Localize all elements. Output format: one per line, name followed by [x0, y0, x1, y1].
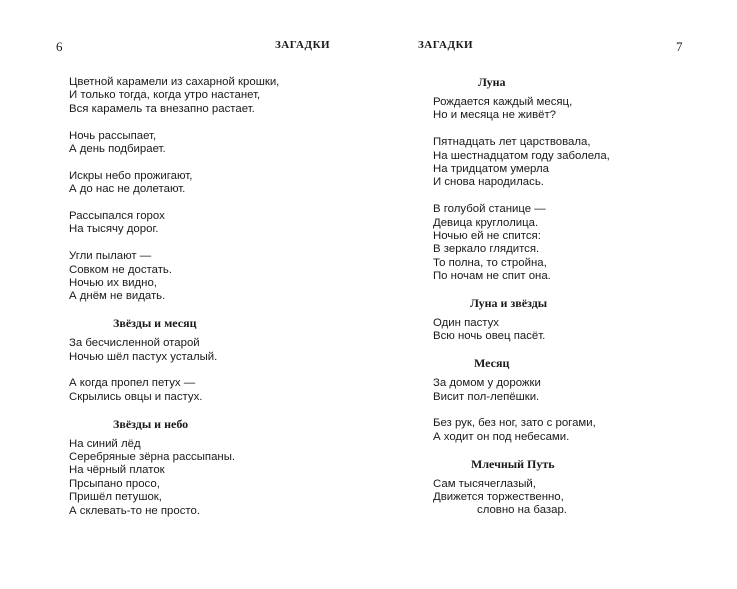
verse-line: Скрылись овцы и пастух.	[69, 390, 203, 403]
verse-line: Движется торжественно,	[433, 491, 564, 504]
verse-line: Сам тысячеглазый,	[433, 477, 536, 490]
page-number: 6	[56, 39, 63, 54]
left-column	[69, 76, 279, 531]
running-head: ЗАГАДКИ	[275, 39, 331, 51]
verse-line: словно на базар.	[477, 504, 567, 517]
verse-line: Серебряные зёрна рассыпаны.	[69, 451, 236, 464]
verse-line: За бесчисленной отарой	[69, 337, 200, 350]
section-title: Звёзды и небо	[113, 416, 189, 431]
verse-line: Пришёл петушок,	[69, 491, 162, 504]
verse-line: И только тогда, когда утро настанет,	[69, 89, 261, 102]
stanza	[433, 317, 610, 344]
verse-line: И снова народилась.	[433, 176, 544, 189]
section-title: Месяц	[474, 356, 510, 371]
verse-line: На шестнадцатом году заболела,	[433, 149, 610, 162]
verse-line: А днём не видать.	[69, 290, 166, 303]
stanza	[69, 76, 279, 116]
verse-line: За домом у дорожки	[433, 377, 541, 390]
section-title: Звёзды и месяц	[113, 316, 197, 331]
verse-line: А склевать-то не просто.	[69, 504, 201, 517]
verse-line: Вся карамель та внезапно растает.	[69, 102, 255, 115]
verse-line: Без рук, без ног, зато с рогами,	[433, 417, 596, 430]
section-title: Луна	[478, 75, 506, 89]
verse-line: Всю ночь овец пасёт.	[433, 330, 546, 343]
verse-line: На чёрный платок	[69, 464, 165, 477]
verse-line: Цветной карамели из сахарной крошки,	[69, 76, 280, 88]
verse-line: Но и месяца не живёт?	[433, 109, 557, 122]
verse-line: А до нас не долетают.	[69, 183, 186, 196]
stanza	[433, 417, 610, 444]
intro-riddles	[69, 76, 279, 304]
verse-line: Прсыпано просо,	[69, 477, 160, 490]
verse-line: То полна, то стройна,	[433, 256, 547, 269]
verse-line: Ночью ей не спится:	[433, 230, 541, 243]
section-title: Луна и звёзды	[470, 296, 548, 311]
stanza	[69, 438, 279, 518]
stanza	[433, 478, 610, 518]
stanza	[433, 136, 610, 190]
verse-line: Один пастух	[433, 317, 500, 330]
verse-line: А когда пропел петух —	[69, 377, 196, 390]
verse-line: Искры небо прожигают,	[69, 169, 193, 182]
stanza	[69, 130, 279, 157]
verse-line: Угли пылают —	[69, 250, 152, 263]
verse-line: Ночью шёл пастух усталый.	[69, 350, 218, 363]
verse-line: На тысячу дорог.	[69, 223, 159, 236]
running-head: ЗАГАДКИ	[418, 39, 474, 51]
verse-line: На синий лёд	[69, 437, 141, 450]
right-page	[368, 0, 737, 589]
stanza	[69, 337, 279, 364]
stanza	[69, 377, 279, 404]
verse-line: Ночью их видно,	[69, 277, 157, 290]
verse-line: А день подбирает.	[69, 143, 166, 156]
verse-line: На тридцатом умерла	[433, 163, 549, 176]
verse-line: А ходит он под небесами.	[433, 430, 570, 443]
verse-line: Висит пол-лепёшки.	[433, 390, 540, 403]
right-column	[433, 76, 610, 531]
verse-line: По ночам не спит она.	[433, 270, 551, 283]
left-sections	[69, 317, 279, 518]
verse-line: Пятнадцать лет царствовала,	[433, 136, 591, 149]
verse-line: Совком не достать.	[69, 263, 173, 276]
stanza	[433, 377, 610, 404]
verse-line: В зеркало глядится.	[433, 243, 540, 256]
stanza	[433, 96, 610, 123]
verse-line: Рассыпался горох	[69, 210, 165, 223]
verse-line: Рождается каждый месяц,	[433, 96, 573, 108]
page-number: 7	[676, 39, 683, 54]
left-page	[0, 0, 368, 589]
verse-line: Ночь рассыпает,	[69, 129, 157, 142]
stanza	[69, 210, 279, 237]
verse-line: В голубой станице —	[433, 203, 546, 216]
stanza	[69, 250, 279, 304]
section-title: Млечный Путь	[471, 456, 555, 471]
stanza	[69, 170, 279, 197]
stanza	[433, 203, 610, 283]
right-sections	[433, 76, 610, 518]
verse-line: Девица круглолица.	[433, 216, 539, 229]
